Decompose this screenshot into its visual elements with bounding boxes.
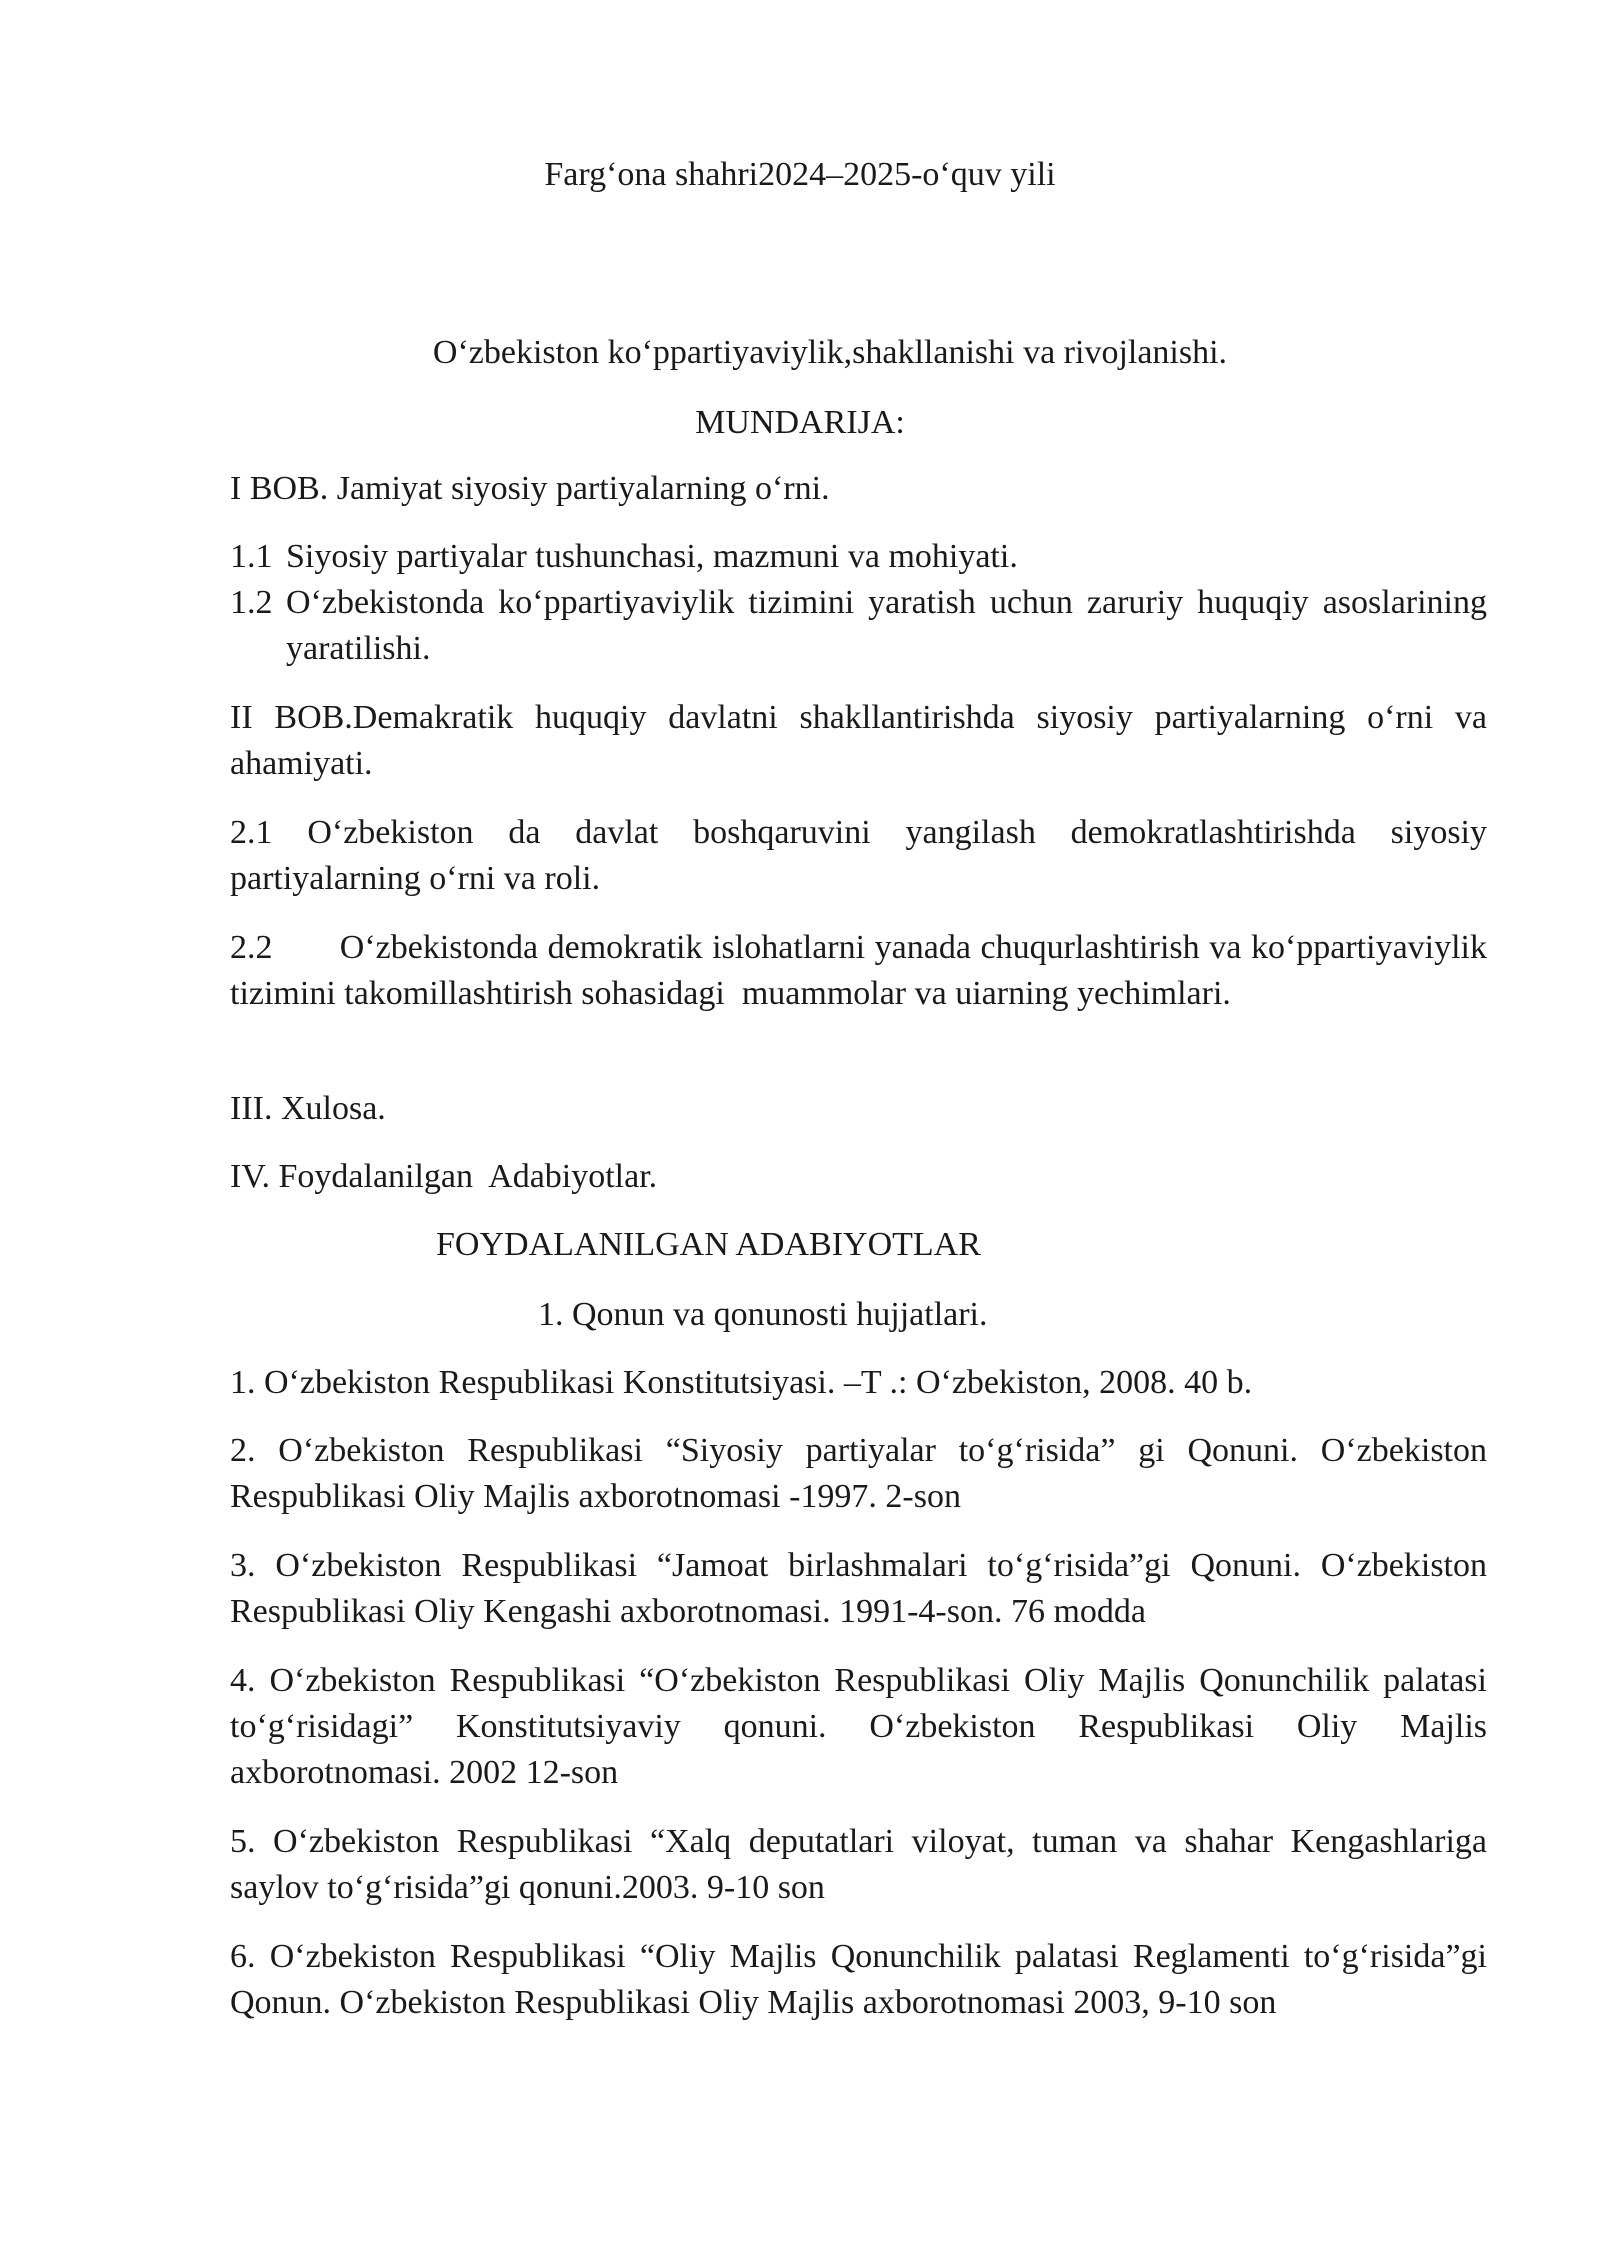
reference-item: 3. O‘zbekiston Respublikasi “Jamoat birlashmalari to‘g‘risida”gi Qonuni. O‘zbekiston Respublikasi Oliy Kengashi axborotnomasi. 1991-4-son. 76 modda [230, 1547, 1487, 1630]
contents-item-references: IV. Foydalanilgan Adabiyotlar. [230, 1158, 658, 1195]
contents-item-1-1 [230, 534, 1487, 580]
contents-item-conclusion: III. Xulosa. [230, 1090, 386, 1127]
reference-item: 2. O‘zbekiston Respublikasi “Siyosiy partiyalar to‘g‘risida” gi Qonuni. O‘zbekiston Respublikasi Oliy Majlis axborotnomasi -1997. 2-son [230, 1432, 1487, 1515]
contents-item-1-2 [230, 580, 1487, 672]
references-heading: FOYDALANILGAN ADABIYOTLAR [436, 1226, 981, 1263]
document-title: O‘zbekiston ko‘ppartiyaviylik,shakllanishi va rivojlanishi. [432, 334, 1228, 371]
contents-item-text: O‘zbekistonda ko‘ppartiyaviylik tizimini yaratish uchun zaruriy huquqiy asoslarining yaratilishi. [286, 584, 1487, 667]
reference-item: 4. O‘zbekiston Respublikasi “O‘zbekiston Respublikasi Oliy Majlis Qonunchilik palatasi to‘g‘risidagi” Konstitutsiyaviy qonuni. O‘zbekiston Respublikasi Oliy Majlis axborotnomasi. 2002 12-son [230, 1662, 1487, 1791]
reference-item: 6. O‘zbekiston Respublikasi “Oliy Majlis Qonunchilik palatasi Reglamenti to‘g‘risida”gi Qonun. O‘zbekiston Respublikasi Oliy Majlis axborotnomasi 2003, 9-10 son [230, 1938, 1487, 2021]
contents-item-2-2: 2.2 O‘zbekistonda demokratik islohatlarni yanada chuqurlashtirish va ko‘ppartiyaviylik tizimini takomillashtirish sohasidagi muammolar va uiarning yechimlari. [230, 929, 1496, 1012]
contents-item-text: Siyosiy partiyalar tushunchasi, mazmuni va mohiyati. [286, 538, 1018, 575]
contents-item-number: 1.1 [230, 538, 273, 575]
contents-heading: MUNDARIJA: [695, 404, 905, 441]
contents-item-2-1: 2.1 O‘zbekiston da davlat boshqaruvini yangilash demokratlashtirishda siyosiy partiyalarning o‘rni va roli. [230, 814, 1487, 897]
reference-item: 1. O‘zbekiston Respublikasi Konstitutsiyasi. –T .: O‘zbekiston, 2008. 40 b. [230, 1364, 1253, 1401]
contents-item-chapter-1: I BOB. Jamiyat siyosiy partiyalarning o‘rni. [230, 470, 830, 507]
references-subheading: 1. Qonun va qonunosti hujjatlari. [538, 1296, 988, 1333]
contents-item-chapter-2: II BOB.Demakratik huquqiy davlatni shakllantirishda siyosiy partiyalarning o‘rni va ahamiyati. [230, 699, 1487, 782]
contents-item-number: 1.2 [230, 584, 273, 621]
reference-item: 5. O‘zbekiston Respublikasi “Xalq deputatlari viloyat, tuman va shahar Kengashlariga saylov to‘g‘risida”gi qonuni.2003. 9-10 son [230, 1823, 1487, 1906]
location-year-line: Farg‘ona shahri2024–2025-o‘quv yili [544, 156, 1056, 193]
